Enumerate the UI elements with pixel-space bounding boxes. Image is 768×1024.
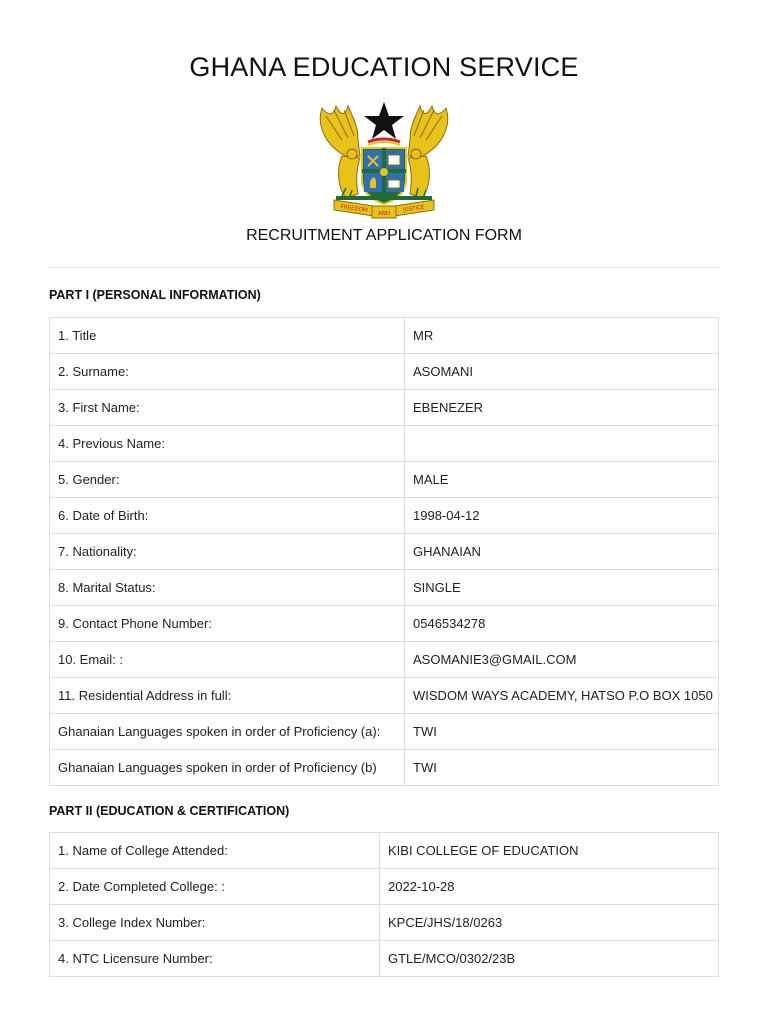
field-value: MALE (405, 462, 719, 498)
field-label: 9. Contact Phone Number: (50, 606, 405, 642)
table-row (50, 570, 719, 606)
field-value: ASOMANI (405, 354, 719, 390)
table-row (50, 833, 719, 869)
field-value: TWI (405, 750, 719, 786)
field-value: KIBI COLLEGE OF EDUCATION (380, 833, 719, 869)
table-row (50, 318, 719, 354)
motto-right: JUSTICE (402, 204, 425, 214)
field-label: 6. Date of Birth: (50, 498, 405, 534)
field-value: MR (405, 318, 719, 354)
field-value: KPCE/JHS/18/0263 (380, 905, 719, 941)
field-label: 4. Previous Name: (50, 426, 405, 462)
section-heading-part2: PART II (EDUCATION & CERTIFICATION) (49, 804, 290, 818)
table-row (50, 534, 719, 570)
field-value: EBENEZER (405, 390, 719, 426)
table-row (50, 462, 719, 498)
field-label: 11. Residential Address in full: (50, 678, 405, 714)
field-value: GTLE/MCO/0302/23B (380, 941, 719, 977)
table-row (50, 426, 719, 462)
field-label: 8. Marital Status: (50, 570, 405, 606)
field-label: 3. First Name: (50, 390, 405, 426)
field-value: TWI (405, 714, 719, 750)
motto-middle: AND (377, 211, 391, 217)
field-label: 2. Surname: (50, 354, 405, 390)
field-label: 1. Title (50, 318, 405, 354)
personal-information-table (49, 317, 719, 786)
table-row (50, 354, 719, 390)
field-label: 5. Gender: (50, 462, 405, 498)
table-row (50, 606, 719, 642)
page-title: GHANA EDUCATION SERVICE (189, 52, 579, 82)
table-row (50, 869, 719, 905)
divider (49, 267, 719, 268)
field-value (405, 426, 719, 462)
field-label: 3. College Index Number: (50, 905, 380, 941)
table-row (50, 390, 719, 426)
table-row (50, 642, 719, 678)
field-label: 4. NTC Licensure Number: (50, 941, 380, 977)
field-label: 1. Name of College Attended: (50, 833, 380, 869)
field-label: Ghanaian Languages spoken in order of Proficiency (b) (50, 750, 405, 786)
field-value: GHANAIAN (405, 534, 719, 570)
field-label: 7. Nationality: (50, 534, 405, 570)
education-certification-table (49, 832, 719, 977)
field-label: Ghanaian Languages spoken in order of Proficiency (a): (50, 714, 405, 750)
table-row (50, 905, 719, 941)
coat-of-arms-icon (312, 96, 456, 220)
field-value: 1998-04-12 (405, 498, 719, 534)
table-row (50, 714, 719, 750)
field-value: WISDOM WAYS ACADEMY, HATSO P.O BOX 1050 (405, 678, 719, 714)
table-row (50, 678, 719, 714)
table-row (50, 941, 719, 977)
field-label: 10. Email: : (50, 642, 405, 678)
field-value: ASOMANIE3@GMAIL.COM (405, 642, 719, 678)
section-heading-part1: PART I (PERSONAL INFORMATION) (49, 288, 261, 302)
field-label: 2. Date Completed College: : (50, 869, 380, 905)
table-row (50, 498, 719, 534)
field-value: 0546534278 (405, 606, 719, 642)
field-value: SINGLE (405, 570, 719, 606)
table-row (50, 750, 719, 786)
form-title: RECRUITMENT APPLICATION FORM (246, 227, 522, 244)
motto-left: FREEDOM (340, 204, 369, 214)
field-value: 2022-10-28 (380, 869, 719, 905)
